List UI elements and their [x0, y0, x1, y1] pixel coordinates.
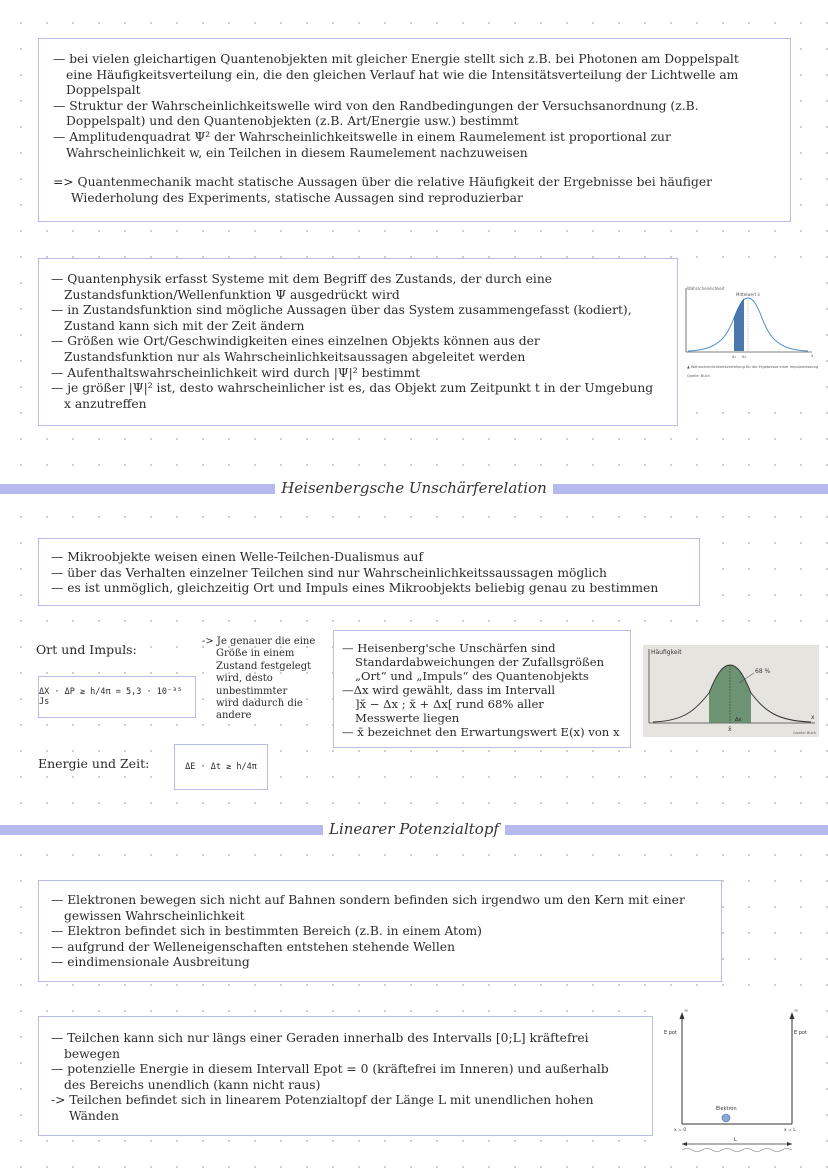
- distribution-graph: [678, 280, 818, 390]
- electron-label: Elektron: [716, 1106, 737, 1112]
- length-label: L: [734, 1137, 737, 1143]
- text-box-uncertainty-details: [333, 630, 631, 748]
- formula-energie-zeit: ΔE · Δt ≥ h/4π: [174, 744, 268, 790]
- note-line: wird dadurch die: [216, 698, 303, 710]
- note-line: unbestimmter: [216, 685, 288, 697]
- text-line: des Bereichs unendlich (kann nicht raus): [64, 1077, 321, 1092]
- xL-label: x = L: [784, 1128, 796, 1133]
- text-line: Wahrscheinlichkeit w, ein Teilchen in diesem Raumelement nachzuweisen: [66, 145, 528, 160]
- x-axis-label: x: [811, 353, 814, 358]
- text-line: „Ort“ und „Impuls“ des Quantenobjekts: [355, 669, 589, 683]
- text-line: —Δx wird gewählt, dass im Intervall: [342, 683, 556, 697]
- y-axis-label: Wahrscheinlichkeit: [687, 286, 725, 291]
- text-box-uncertainty-intro: [38, 538, 700, 606]
- text-line: — potenzielle Energie in diesem Intervall Epot = 0 (kräftefrei im Inneren) und außerhalb: [51, 1062, 609, 1077]
- text-box-probability-distribution: [38, 38, 791, 222]
- heading-heisenberg: Heisenbergsche Unschärferelation: [0, 479, 828, 497]
- epot-right: E pot: [794, 1030, 807, 1036]
- heading-potential-well: Linearer Potenzialtopf: [0, 820, 828, 838]
- potential-well-diagram: [660, 1000, 820, 1160]
- text-line: Wiederholung des Experiments, statische Aussagen sind reproduzierbar: [71, 190, 523, 205]
- label-ort-impuls: Ort und Impuls:: [36, 642, 137, 657]
- text-line: Zustandsfunktion/Wellenfunktion Ψ ausgedrückt wird: [64, 287, 400, 302]
- text-line: bewegen: [64, 1046, 121, 1061]
- percent-label: 68 %: [755, 668, 771, 675]
- delta-label: Δx: [735, 717, 742, 723]
- y-axis-label: Häufigkeit: [651, 649, 682, 656]
- figure-source: Quelle: Buch: [687, 374, 710, 378]
- text-line: — Quantenphysik erfasst Systeme mit dem Begriff des Zustands, der durch eine: [51, 272, 553, 286]
- text-line: — Heisenberg'sche Unschärfen sind: [342, 641, 556, 655]
- text-line: eine Häufigkeitsverteilung ein, die den gleichen Verlauf hat wie die Intensitätsverteilung der Lichtwelle am: [66, 67, 739, 82]
- figure-potential-well: [660, 1000, 820, 1160]
- text-line: Zustand kann sich mit der Zeit ändern: [64, 318, 305, 333]
- text-line: -> Teilchen befindet sich in linearem Potenzialtopf der Länge L mit unendlichen hohen: [51, 1093, 594, 1108]
- text-line: — eindimensionale Ausbreitung: [51, 955, 250, 970]
- spacer: [53, 161, 776, 175]
- text-line: — Mikroobjekte weisen einen Welle-Teilchen-Dualismus auf: [51, 550, 424, 564]
- text-line: Zustandsfunktion nur als Wahrscheinlichkeitsaussagen abgeleitet werden: [64, 349, 526, 364]
- epot-left: E pot: [664, 1030, 677, 1036]
- text-line: — aufgrund der Welleneigenschaften entstehen stehende Wellen: [51, 939, 455, 954]
- figure-probability-distribution: [678, 280, 818, 390]
- note-line: wird, desto: [216, 673, 273, 685]
- text-box-electrons: [38, 880, 722, 982]
- text-line: — bei vielen gleichartigen Quantenobjekten mit gleicher Energie stellt sich z.B. bei Photonen am Doppelspalt: [53, 52, 739, 66]
- text-line: — es ist unmöglich, gleichzeitig Ort und Impuls eines Mikroobjekts beliebig genau zu bestimmen: [51, 581, 659, 596]
- text-line: — Elektronen bewegen sich nicht auf Bahnen sondern befinden sich irgendwo um den Kern mit einer: [51, 893, 685, 907]
- text-line: x anzutreffen: [64, 396, 147, 411]
- text-box-state-function: [38, 258, 678, 426]
- figure-normal-distribution: [643, 645, 819, 737]
- text-line: Messwerte liegen: [355, 711, 460, 725]
- note-line: -> Je genauer die eine: [202, 636, 316, 647]
- text-line: — Elektron befindet sich in bestimmten Bereich (z.B. in einem Atom): [51, 924, 482, 939]
- text-line: — Größen wie Ort/Geschwindigkeiten eines einzelnen Objekts können aus der: [51, 334, 540, 349]
- mean-label: Mittelwert x̄: [736, 292, 760, 297]
- figure-source: Quelle: Buch: [793, 731, 816, 735]
- x0-label: x = 0: [674, 1128, 687, 1133]
- text-line: ]x̄ − Δx ; x̄ + Δx[ rund 68% aller: [355, 697, 544, 711]
- text-box-particle-in-box: [38, 1016, 653, 1136]
- normal-distribution-graph: [643, 645, 819, 737]
- x-axis-label: x: [811, 714, 815, 721]
- text-line: — je größer |Ψ|² ist, desto wahrscheinlicher ist es, das Objekt zum Zeitpunkt t in der Umgebung: [51, 381, 654, 396]
- text-line: — Struktur der Wahrscheinlichkeitswelle wird von den Randbedingungen der Versuchsanordnung (z.B.: [53, 98, 699, 113]
- text-line: — Amplitudenquadrat Ψ² der Wahrscheinlichkeitswelle in einem Raumelement ist proportional zur: [53, 129, 671, 144]
- electron-dot: [722, 1114, 730, 1122]
- text-line: — Aufenthaltswahrscheinlichkeit wird durch |Ψ|² bestimmt: [51, 365, 421, 380]
- note-line: Größe in einem: [216, 648, 295, 660]
- text-line: gewissen Wahrscheinlichkeit: [64, 908, 245, 923]
- text-line: Standardabweichungen der Zufallsgrößen: [355, 655, 605, 669]
- mean-label: x̄: [728, 726, 732, 733]
- text-line: — x̄ bezeichnet den Erwartungswert E(x) von x: [342, 725, 620, 739]
- label-energie-zeit: Energie und Zeit:: [38, 756, 150, 771]
- x1-label: x₁: [732, 354, 736, 359]
- infinity-left: ∞: [684, 1008, 689, 1014]
- note-uncertainty: [202, 636, 322, 723]
- note-line: andere: [216, 710, 252, 722]
- formula-ort-impuls: ΔX · ΔP ≥ h/4π = 5,3 · 10⁻³⁵ Js: [38, 676, 196, 718]
- text-line: — Teilchen kann sich nur längs einer Geraden innerhalb des Intervalls [0;L] kräftefrei: [51, 1031, 589, 1045]
- text-line: => Quantenmechanik macht statische Aussagen über die relative Häufigkeit der Ergebnisse bei häufiger: [53, 175, 713, 190]
- note-line: Zustand festgelegt: [216, 660, 312, 672]
- infinity-right: ∞: [794, 1008, 799, 1014]
- text-line: Doppelspalt: [66, 83, 141, 98]
- figure-caption: ▲ Wahrscheinlichkeitsverteilung für die Ergebnisse einer Impulsmessung: [687, 365, 818, 369]
- x2-label: x₂: [742, 354, 746, 359]
- text-line: Doppelspalt) und den Quantenobjekten (z.B. Art/Energie usw.) bestimmt: [66, 114, 519, 129]
- text-line: — über das Verhalten einzelner Teilchen sind nur Wahrscheinlichkeitssaussagen möglich: [51, 565, 607, 580]
- text-line: — in Zustandsfunktion sind mögliche Aussagen über das System zusammengefasst (kodiert),: [51, 303, 632, 318]
- text-line: Wänden: [69, 1108, 119, 1123]
